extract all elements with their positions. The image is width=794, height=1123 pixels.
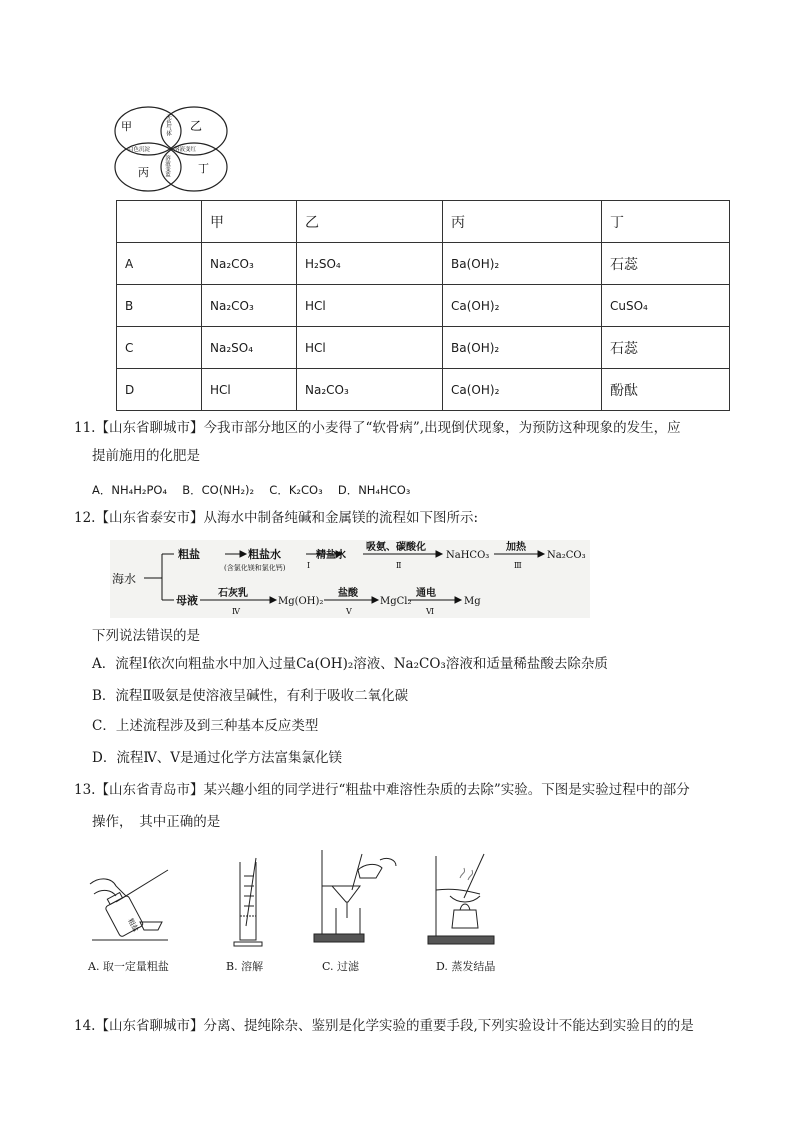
caption-d: D. 蒸发结晶 [436,960,496,973]
table-cell: Na₂CO₃ [297,369,443,411]
illustration-filter [310,846,400,946]
q12-stem: 12.【山东省泰安市】从海水中制备纯碱和金属镁的流程如下图所示: [74,510,479,526]
table-row [117,369,730,411]
q12-option-d: D．流程Ⅳ、Ⅴ是通过化学方法富集氯化镁 [92,750,343,766]
bottle-label: 粗盐 [126,917,140,934]
flow-step6: Ⅵ [426,607,435,616]
table-cell: H₂SO₄ [297,243,443,285]
venn-label-jia: 甲 [121,120,132,133]
flow-mother: 母液 [176,594,198,607]
q12-option-a: A．流程Ⅰ依次向粗盐水中加入过量Ca(OH)₂溶液、Na₂CO₃溶液和适量稀盐酸去除杂质 [92,656,608,672]
flow-hcl: 盐酸 [338,588,358,599]
flow-crude-salt: 粗盐 [178,548,200,561]
flow-step2: Ⅱ [396,561,402,570]
table-cell: HCl [297,327,443,369]
table-header-row [117,201,730,243]
reagent-table [116,200,730,411]
flow-step5: Ⅴ [346,607,352,616]
table-header-cell: 乙 [297,201,443,243]
table-cell: 石蕊 [602,327,730,369]
table-cell: Ca(OH)₂ [443,285,602,327]
venn-center-right: 溶液变红 [174,147,197,153]
table-header-cell: 丁 [602,201,730,243]
venn-label-yi: 乙 [190,119,203,133]
venn-center-top: 无色气体 [165,114,171,136]
table-cell: Na₂CO₃ [202,285,297,327]
q14-stem: 14.【山东省聊城市】分离、提纯除杂、鉴别是化学实验的重要手段,下列实验设计不能达到实验目的的是 [74,1018,694,1034]
flow-step4: Ⅳ [232,607,240,616]
flow-na2co3: Na₂CO₃ [547,550,586,561]
table-cell: 石蕊 [602,243,730,285]
table-cell: 酚酞 [602,369,730,411]
q12-option-c: C．上述流程涉及到三种基本反应类型 [92,718,319,734]
flow-lime: 石灰乳 [218,588,248,599]
table-row [117,243,730,285]
table-cell: Ba(OH)₂ [443,243,602,285]
venn-center-left: 白色沉淀 [128,147,151,153]
illustration-evaporate [424,850,500,946]
q13-stem-line2: 操作， 其中正确的是 [92,814,221,830]
table-row [117,327,730,369]
q11-stem-line2: 提前施用的化肥是 [92,448,200,464]
venn-label-bing: 丙 [138,166,149,179]
q11-options: A．NH₄H₂PO₄ B．CO(NH₂)₂ C．K₂CO₃ D．NH₄HCO₃ [92,483,411,497]
table-cell: C [117,327,202,369]
venn-label-ding: 丁 [198,162,209,175]
illustration-take-salt [86,866,174,946]
flow-mgoh2: Mg(OH)₂ [278,596,324,607]
table-cell: HCl [297,285,443,327]
table-header-cell: 丙 [443,201,602,243]
flow-sea: 海水 [112,572,137,586]
caption-a: A. 取一定量粗盐 [88,960,169,973]
table-cell: B [117,285,202,327]
table-cell: Na₂CO₃ [202,243,297,285]
venn-diagram [110,104,234,194]
flow-elec: 通电 [416,588,436,599]
flow-fine-brine-visible: 精盐水 [316,550,346,561]
caption-b: B. 溶解 [226,960,264,973]
flow-heat: 加热 [506,542,526,553]
flow-step1: Ⅰ [307,561,311,570]
table-cell: Ca(OH)₂ [443,369,602,411]
table-cell: CuSO₄ [602,285,730,327]
q11-stem-line1: 11.【山东省聊城市】今我市部分地区的小麦得了“软骨病”,出现倒伏现象，为预防这种现象的发生，应 [74,420,681,436]
q12-option-b: B．流程Ⅱ吸氨是使溶液呈碱性，有利于吸收二氧化碳 [92,688,409,704]
flow-step3: Ⅲ [514,561,522,570]
table-cell: HCl [202,369,297,411]
flow-mg: Mg [464,596,481,607]
caption-c: C. 过滤 [322,960,360,973]
table-header-cell: 甲 [202,201,297,243]
q12-flowchart [110,540,590,618]
table-row [117,285,730,327]
flow-mgcl2: MgCl₂ [380,596,412,607]
flow-nahco3: NaHCO₃ [446,550,490,561]
table-cell: A [117,243,202,285]
flow-absorb: 吸氨、碳酸化 [366,542,426,553]
flow-crude-note: (含氯化镁和氯化钙) [224,564,286,572]
illustration-dissolve [226,856,270,948]
q12-prompt: 下列说法错误的是 [92,628,200,644]
venn-center-bottom: 溶液变蓝 [164,155,170,177]
table-cell: Ba(OH)₂ [443,327,602,369]
q13-stem-line1: 13.【山东省青岛市】某兴趣小组的同学进行“粗盐中难溶性杂质的去除”实验。下图是实验过程中的部分 [74,782,690,798]
table-cell: D [117,369,202,411]
table-cell: Na₂SO₄ [202,327,297,369]
table-header-cell [117,201,202,243]
flow-crude-brine: 粗盐水 [248,548,281,561]
